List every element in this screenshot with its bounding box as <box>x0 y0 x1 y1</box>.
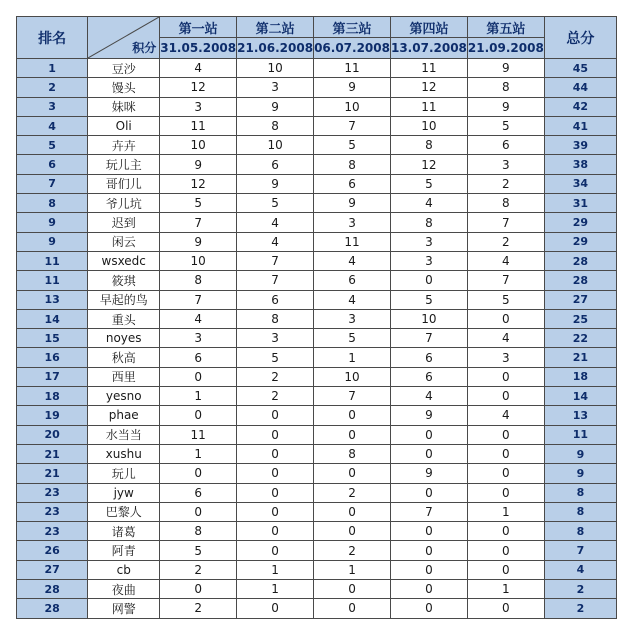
station-4-score: 0 <box>390 444 467 463</box>
station-4-score: 0 <box>390 599 467 618</box>
player-name-cell: wsxedc <box>88 251 160 270</box>
player-name-cell: 妹咪 <box>88 97 160 116</box>
table-row <box>17 116 617 135</box>
rank-cell: 1 <box>17 59 88 78</box>
station-2-score: 6 <box>237 290 314 309</box>
station-4-score: 12 <box>390 78 467 97</box>
rank-cell: 20 <box>17 425 88 444</box>
station-1-score: 5 <box>160 541 237 560</box>
station-1-score: 3 <box>160 329 237 348</box>
station-4-score: 0 <box>390 580 467 599</box>
station-1-score: 11 <box>160 425 237 444</box>
total-score-cell: 9 <box>544 444 616 463</box>
player-name-cell: 筱琪 <box>88 271 160 290</box>
station-4-score: 5 <box>390 290 467 309</box>
station-3-score: 0 <box>314 522 391 541</box>
station-2-score: 7 <box>237 251 314 270</box>
station-2-score: 2 <box>237 387 314 406</box>
station-1-score: 4 <box>160 59 237 78</box>
station-4-score: 6 <box>390 367 467 386</box>
station-4-score: 0 <box>390 560 467 579</box>
station-5-score: 4 <box>467 406 544 425</box>
total-score-cell: 13 <box>544 406 616 425</box>
player-name-cell: 水当当 <box>88 425 160 444</box>
table-row <box>17 59 617 78</box>
player-name-cell: yesno <box>88 387 160 406</box>
rank-cell: 26 <box>17 541 88 560</box>
player-name-cell: cb <box>88 560 160 579</box>
rank-header: 排名 <box>17 17 88 59</box>
table-row <box>17 560 617 579</box>
total-score-cell: 21 <box>544 348 616 367</box>
total-score-cell: 8 <box>544 502 616 521</box>
station-2-score: 8 <box>237 309 314 328</box>
station-1-score: 7 <box>160 290 237 309</box>
station-4-score: 12 <box>390 155 467 174</box>
total-score-cell: 8 <box>544 483 616 502</box>
points-label: 积分 <box>132 41 157 55</box>
station-1-score: 0 <box>160 406 237 425</box>
station-5-score: 0 <box>467 367 544 386</box>
rank-cell: 23 <box>17 502 88 521</box>
station-3-date: 06.07.2008 <box>314 38 391 59</box>
rank-cell: 11 <box>17 271 88 290</box>
total-score-cell: 34 <box>544 174 616 193</box>
station-5-score: 7 <box>467 271 544 290</box>
table-row <box>17 329 617 348</box>
station-2-score: 0 <box>237 464 314 483</box>
station-1-score: 8 <box>160 522 237 541</box>
station-2-score: 7 <box>237 271 314 290</box>
rank-cell: 21 <box>17 464 88 483</box>
rank-cell: 19 <box>17 406 88 425</box>
station-3-score: 0 <box>314 464 391 483</box>
station-1-score: 5 <box>160 194 237 213</box>
station-1-score: 8 <box>160 271 237 290</box>
station-5-score: 0 <box>467 444 544 463</box>
table-row <box>17 387 617 406</box>
station-5-score: 0 <box>467 541 544 560</box>
player-name-cell: 玩儿主 <box>88 155 160 174</box>
station-3-score: 11 <box>314 59 391 78</box>
station-1-score: 1 <box>160 387 237 406</box>
total-score-cell: 8 <box>544 522 616 541</box>
station-1-score: 9 <box>160 232 237 251</box>
rank-cell: 3 <box>17 97 88 116</box>
station-3-score: 1 <box>314 560 391 579</box>
total-score-cell: 25 <box>544 309 616 328</box>
station-3-score: 4 <box>314 290 391 309</box>
table-row <box>17 348 617 367</box>
total-score-cell: 11 <box>544 425 616 444</box>
station-2-score: 0 <box>237 425 314 444</box>
standings-table <box>16 16 617 619</box>
station-4-score: 4 <box>390 387 467 406</box>
table-row <box>17 97 617 116</box>
player-name-cell: 玩儿 <box>88 464 160 483</box>
rank-cell: 4 <box>17 116 88 135</box>
station-4-score: 7 <box>390 329 467 348</box>
station-4-score: 7 <box>390 502 467 521</box>
station-5-score: 8 <box>467 78 544 97</box>
station-2-score: 5 <box>237 194 314 213</box>
station-5-score: 0 <box>467 464 544 483</box>
station-2-score: 0 <box>237 522 314 541</box>
station-1-score: 10 <box>160 251 237 270</box>
table-row <box>17 483 617 502</box>
total-score-cell: 22 <box>544 329 616 348</box>
total-score-cell: 18 <box>544 367 616 386</box>
table-row <box>17 155 617 174</box>
table-row <box>17 425 617 444</box>
table-row <box>17 502 617 521</box>
station-5-score: 0 <box>467 309 544 328</box>
station-5-header: 第五站 <box>467 17 544 38</box>
station-1-score: 2 <box>160 560 237 579</box>
points-header <box>88 17 160 59</box>
station-3-score: 0 <box>314 580 391 599</box>
station-4-score: 0 <box>390 483 467 502</box>
station-1-score: 12 <box>160 174 237 193</box>
rank-cell: 21 <box>17 444 88 463</box>
table-row <box>17 232 617 251</box>
table-row <box>17 541 617 560</box>
station-4-score: 0 <box>390 271 467 290</box>
table-row <box>17 213 617 232</box>
station-1-score: 2 <box>160 599 237 618</box>
station-5-score: 5 <box>467 290 544 309</box>
station-1-score: 0 <box>160 464 237 483</box>
rank-cell: 28 <box>17 599 88 618</box>
total-score-cell: 2 <box>544 580 616 599</box>
table-row <box>17 599 617 618</box>
station-1-score: 0 <box>160 580 237 599</box>
station-1-score: 1 <box>160 444 237 463</box>
player-name-cell: 卉卉 <box>88 136 160 155</box>
total-score-cell: 14 <box>544 387 616 406</box>
player-name-cell: 爷儿坑 <box>88 194 160 213</box>
rank-cell: 18 <box>17 387 88 406</box>
station-2-score: 0 <box>237 502 314 521</box>
standings-table-wrapper <box>16 16 617 619</box>
station-2-score: 3 <box>237 329 314 348</box>
station-2-score: 0 <box>237 599 314 618</box>
station-1-header: 第一站 <box>160 17 237 38</box>
station-4-score: 3 <box>390 251 467 270</box>
table-row <box>17 464 617 483</box>
station-5-score: 0 <box>467 425 544 444</box>
rank-cell: 28 <box>17 580 88 599</box>
station-3-score: 8 <box>314 444 391 463</box>
station-5-score: 0 <box>467 560 544 579</box>
station-5-score: 0 <box>467 483 544 502</box>
station-5-score: 8 <box>467 194 544 213</box>
station-3-score: 0 <box>314 599 391 618</box>
station-3-score: 10 <box>314 367 391 386</box>
station-5-score: 3 <box>467 155 544 174</box>
rank-cell: 17 <box>17 367 88 386</box>
total-score-cell: 45 <box>544 59 616 78</box>
station-1-date: 31.05.2008 <box>160 38 237 59</box>
station-4-score: 0 <box>390 425 467 444</box>
player-name-cell: 秋高 <box>88 348 160 367</box>
station-2-score: 8 <box>237 116 314 135</box>
station-3-score: 3 <box>314 309 391 328</box>
table-row <box>17 136 617 155</box>
table-row <box>17 444 617 463</box>
station-1-score: 6 <box>160 483 237 502</box>
total-score-cell: 27 <box>544 290 616 309</box>
station-5-score: 2 <box>467 174 544 193</box>
station-4-score: 4 <box>390 194 467 213</box>
rank-cell: 15 <box>17 329 88 348</box>
station-5-score: 0 <box>467 522 544 541</box>
station-4-score: 11 <box>390 97 467 116</box>
station-4-score: 8 <box>390 213 467 232</box>
rank-cell: 14 <box>17 309 88 328</box>
station-3-score: 6 <box>314 174 391 193</box>
station-4-score: 6 <box>390 348 467 367</box>
rank-cell: 11 <box>17 251 88 270</box>
player-name-cell: Oli <box>88 116 160 135</box>
station-3-score: 0 <box>314 406 391 425</box>
rank-cell: 9 <box>17 213 88 232</box>
station-1-score: 12 <box>160 78 237 97</box>
station-3-score: 2 <box>314 483 391 502</box>
station-4-score: 0 <box>390 522 467 541</box>
station-5-score: 1 <box>467 580 544 599</box>
station-2-score: 6 <box>237 155 314 174</box>
station-4-score: 5 <box>390 174 467 193</box>
station-2-score: 2 <box>237 367 314 386</box>
rank-cell: 5 <box>17 136 88 155</box>
table-row <box>17 78 617 97</box>
station-5-score: 3 <box>467 348 544 367</box>
station-2-score: 0 <box>237 483 314 502</box>
station-4-date: 13.07.2008 <box>390 38 467 59</box>
station-1-score: 6 <box>160 348 237 367</box>
station-5-score: 1 <box>467 502 544 521</box>
station-5-score: 6 <box>467 136 544 155</box>
station-5-score: 5 <box>467 116 544 135</box>
table-row <box>17 174 617 193</box>
table-row <box>17 309 617 328</box>
rank-cell: 23 <box>17 483 88 502</box>
station-3-score: 2 <box>314 541 391 560</box>
station-2-score: 9 <box>237 97 314 116</box>
station-3-score: 4 <box>314 251 391 270</box>
station-2-score: 9 <box>237 174 314 193</box>
station-5-score: 2 <box>467 232 544 251</box>
player-name-cell: 哥们儿 <box>88 174 160 193</box>
table-row <box>17 271 617 290</box>
player-name-cell: 西里 <box>88 367 160 386</box>
total-score-cell: 29 <box>544 213 616 232</box>
station-1-score: 4 <box>160 309 237 328</box>
total-score-cell: 41 <box>544 116 616 135</box>
station-1-score: 3 <box>160 97 237 116</box>
station-3-header: 第三站 <box>314 17 391 38</box>
player-name-cell: 阿青 <box>88 541 160 560</box>
player-name-cell: 重头 <box>88 309 160 328</box>
table-header <box>17 17 617 59</box>
total-score-cell: 4 <box>544 560 616 579</box>
station-2-score: 0 <box>237 444 314 463</box>
rank-cell: 9 <box>17 232 88 251</box>
station-3-score: 7 <box>314 116 391 135</box>
player-name-cell: phae <box>88 406 160 425</box>
rank-cell: 27 <box>17 560 88 579</box>
total-score-cell: 28 <box>544 251 616 270</box>
rank-cell: 2 <box>17 78 88 97</box>
station-5-date: 21.09.2008 <box>467 38 544 59</box>
table-row <box>17 251 617 270</box>
station-3-score: 11 <box>314 232 391 251</box>
station-1-score: 9 <box>160 155 237 174</box>
station-3-score: 0 <box>314 502 391 521</box>
table-row <box>17 522 617 541</box>
station-2-score: 4 <box>237 232 314 251</box>
total-score-cell: 44 <box>544 78 616 97</box>
player-name-cell: xushu <box>88 444 160 463</box>
total-score-cell: 28 <box>544 271 616 290</box>
table-row <box>17 406 617 425</box>
table-row <box>17 580 617 599</box>
station-4-header: 第四站 <box>390 17 467 38</box>
station-3-score: 1 <box>314 348 391 367</box>
table-row <box>17 290 617 309</box>
station-3-score: 5 <box>314 329 391 348</box>
station-2-score: 5 <box>237 348 314 367</box>
player-name-cell: 早起的鸟 <box>88 290 160 309</box>
total-score-cell: 39 <box>544 136 616 155</box>
header-row-stations <box>17 17 617 38</box>
station-5-score: 9 <box>467 59 544 78</box>
station-5-score: 9 <box>467 97 544 116</box>
station-2-header: 第二站 <box>237 17 314 38</box>
player-name-cell: 豆沙 <box>88 59 160 78</box>
rank-cell: 6 <box>17 155 88 174</box>
station-5-score: 0 <box>467 387 544 406</box>
table-row <box>17 194 617 213</box>
station-4-score: 9 <box>390 406 467 425</box>
station-3-score: 9 <box>314 78 391 97</box>
station-4-score: 3 <box>390 232 467 251</box>
player-name-cell: 馒头 <box>88 78 160 97</box>
total-score-cell: 38 <box>544 155 616 174</box>
station-3-score: 0 <box>314 425 391 444</box>
player-name-cell: 夜曲 <box>88 580 160 599</box>
station-4-score: 9 <box>390 464 467 483</box>
station-3-score: 10 <box>314 97 391 116</box>
table-body <box>17 59 617 619</box>
total-header: 总分 <box>544 17 616 59</box>
station-1-score: 0 <box>160 367 237 386</box>
station-1-score: 7 <box>160 213 237 232</box>
rank-cell: 23 <box>17 522 88 541</box>
player-name-cell: jyw <box>88 483 160 502</box>
station-2-score: 1 <box>237 560 314 579</box>
station-2-score: 10 <box>237 59 314 78</box>
station-3-score: 6 <box>314 271 391 290</box>
station-3-score: 8 <box>314 155 391 174</box>
player-name-cell: 闲云 <box>88 232 160 251</box>
station-2-score: 1 <box>237 580 314 599</box>
table-row <box>17 367 617 386</box>
station-4-score: 0 <box>390 541 467 560</box>
station-2-score: 0 <box>237 541 314 560</box>
total-score-cell: 9 <box>544 464 616 483</box>
station-3-score: 3 <box>314 213 391 232</box>
station-1-score: 0 <box>160 502 237 521</box>
station-4-score: 8 <box>390 136 467 155</box>
rank-cell: 7 <box>17 174 88 193</box>
station-1-score: 10 <box>160 136 237 155</box>
station-5-score: 4 <box>467 329 544 348</box>
station-4-score: 10 <box>390 116 467 135</box>
rank-cell: 13 <box>17 290 88 309</box>
rank-cell: 8 <box>17 194 88 213</box>
total-score-cell: 7 <box>544 541 616 560</box>
station-3-score: 7 <box>314 387 391 406</box>
player-name-cell: 网警 <box>88 599 160 618</box>
player-name-cell: 巴黎人 <box>88 502 160 521</box>
station-4-score: 10 <box>390 309 467 328</box>
station-5-score: 0 <box>467 599 544 618</box>
total-score-cell: 42 <box>544 97 616 116</box>
rank-cell: 16 <box>17 348 88 367</box>
station-2-score: 3 <box>237 78 314 97</box>
station-5-score: 4 <box>467 251 544 270</box>
station-2-score: 4 <box>237 213 314 232</box>
station-3-score: 5 <box>314 136 391 155</box>
station-1-score: 11 <box>160 116 237 135</box>
station-3-score: 9 <box>314 194 391 213</box>
station-2-score: 0 <box>237 406 314 425</box>
station-4-score: 11 <box>390 59 467 78</box>
total-score-cell: 29 <box>544 232 616 251</box>
station-2-score: 10 <box>237 136 314 155</box>
player-name-cell: 迟到 <box>88 213 160 232</box>
station-2-date: 21.06.2008 <box>237 38 314 59</box>
player-name-cell: 诸葛 <box>88 522 160 541</box>
player-name-cell: noyes <box>88 329 160 348</box>
total-score-cell: 2 <box>544 599 616 618</box>
station-5-score: 7 <box>467 213 544 232</box>
total-score-cell: 31 <box>544 194 616 213</box>
